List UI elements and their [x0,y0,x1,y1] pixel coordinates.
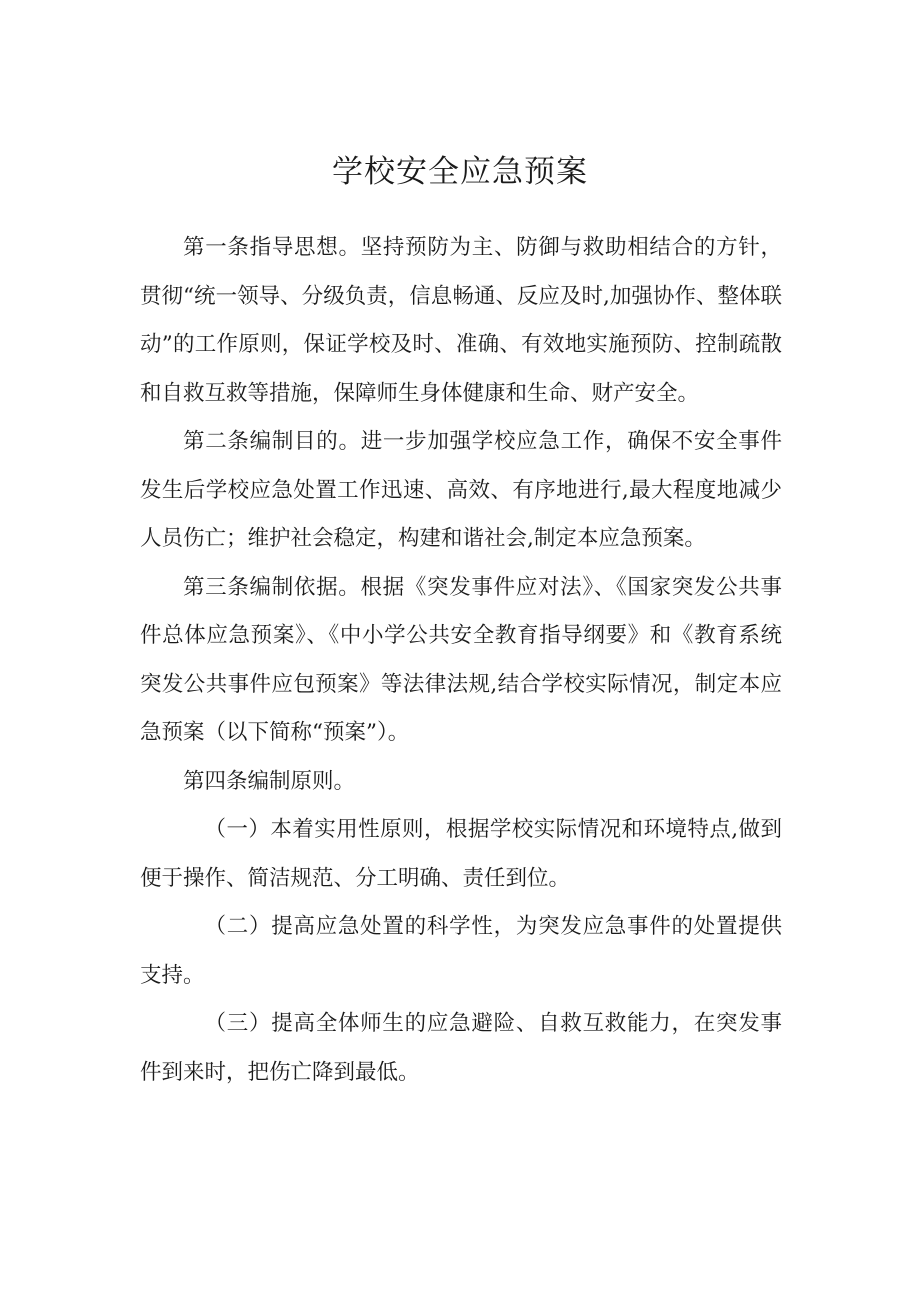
document-body [140,224,782,1097]
paragraph-principle-1: （一）本着实用性原则，根据学校实际情况和环境特点,做到便于操作、简洁规范、分工明确、责任到位。 [140,817,782,891]
paragraph-principle-2: （二）提高应急处置的科学性，为突发应急事件的处置提供支持。 [140,914,782,988]
paragraph-guiding-ideology: 第一条指导思想。坚持预防为主、防御与救助相结合的方针，贯彻“统一领导、分级负责，信息畅通、反应及时,加强协作、整体联动”的工作原则，保证学校及时、准确、有效地实施预防、控制疏散和自救互救等措施，保障师生身体健康和生命、财产安全。 [140,235,782,406]
document-title: 学校安全应急预案 [332,154,588,190]
paragraph-principle-3: （三）提高全体师生的应急避险、自救互救能力，在突发事件到来时，把伤亡降到最低。 [140,1011,782,1085]
paragraph-principles-heading: 第四条编制原则。 [183,768,356,794]
paragraph-basis: 第三条编制依据。根据《突发事件应对法》、《国家突发公共事件总体应急预案》、《中小学公共安全教育指导纲要》和《教育系统突发公共事件应包预案》等法律法规,结合学校实际情况，制定本应急预案（以下简称“预案”）。 [140,574,782,745]
paragraph-purpose: 第二条编制目的。进一步加强学校应急工作，确保不安全事件发生后学校应急处置工作迅速、高效、有序地进行,最大程度地减少人员伤亡；维护社会稳定，构建和谐社会,制定本应急预案。 [140,429,782,551]
